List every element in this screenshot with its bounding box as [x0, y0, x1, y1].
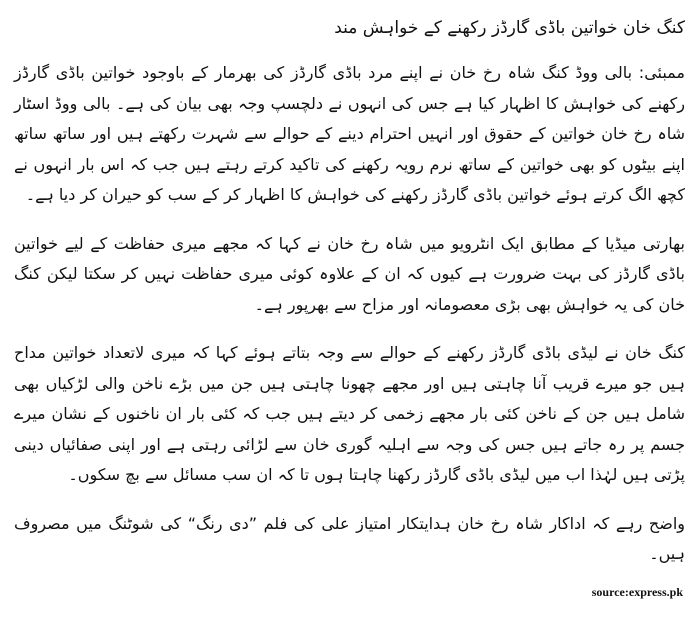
article: [14, 14, 685, 588]
article-paragraph-1: ممبئی: بالی ووڈ کنگ شاہ رخ خان نے اپنے مرد باڈی گارڈز کی بھرمار کے باوجود خواتین باڈی گارڈز رکھنے کی خواہش کا اظہار کیا ہے جس کی انہوں نے دلچسپ وجہ بھی بیان کی ہے۔ بالی ووڈ اسٹار شاہ رخ خان خواتین کے حقوق اور انہیں احترام دینے کے حوالے سے شہرت رکھتے ہیں اور ساتھ ساتھ اپنے بیٹوں کو بھی خواتین کے ساتھ نرم رویہ رکھنے کی تاکید کرتے رہتے ہیں جب کہ اس بار انہوں نے کچھ الگ کرتے ہوئے خواتین باڈی گارڈز رکھنے کی خواہش کا اظہار کر کے سب کو حیران کر دیا ہے۔: [14, 63, 685, 204]
article-paragraph-3: کنگ خان نے لیڈی باڈی گارڈز رکھنے کے حوالے سے وجہ بتاتے ہوئے کہا کہ میری لاتعداد خواتین مداح ہیں جو میرے قریب آنا چاہتی ہیں اور مجھے چھونا چاہتی ہیں جن میں بڑے ناخن والی لڑکیاں بھی شامل ہیں جن کے ناخن کئی بار مجھے زخمی کر دیتے ہیں جب کہ کئی بار ان ناخنوں کے نشان میرے جسم پر رہ جاتے ہیں جس کی وجہ سے اہلیہ گوری خان سے لڑائی رہتی ہے اور اپنی صفائیاں دینی پڑتی ہیں لہٰذا اب میں لیڈی باڈی گارڈز رکھنا چاہتا ہوں تا کہ ان سب مسائل سے بچ سکوں۔: [14, 343, 685, 484]
article-title: کنگ خان خواتین باڈی گارڈز رکھنے کے خواہش مند: [334, 18, 685, 38]
source-credit: source:express.pk: [591, 585, 683, 599]
article-paragraph-4: واضح رہے کہ اداکار شاہ رخ خان ہدایتکار امتیاز علی کی فلم ”دی رنگ“ کی شوٹنگ میں مصروف ہیں۔: [14, 513, 685, 563]
article-paragraph-2: بھارتی میڈیا کے مطابق ایک انٹرویو میں شاہ رخ خان نے کہا کہ مجھے میری حفاظت کے لیے خواتین باڈی گارڈز کی بہت ضرورت ہے کیوں کہ ان کے علاوہ کوئی میری حفاظت نہیں کر سکتا لیکن کنگ خان کی یہ خواہش بھی بڑی معصومانہ اور مزاح سے بھرپور ہے۔: [14, 233, 685, 314]
